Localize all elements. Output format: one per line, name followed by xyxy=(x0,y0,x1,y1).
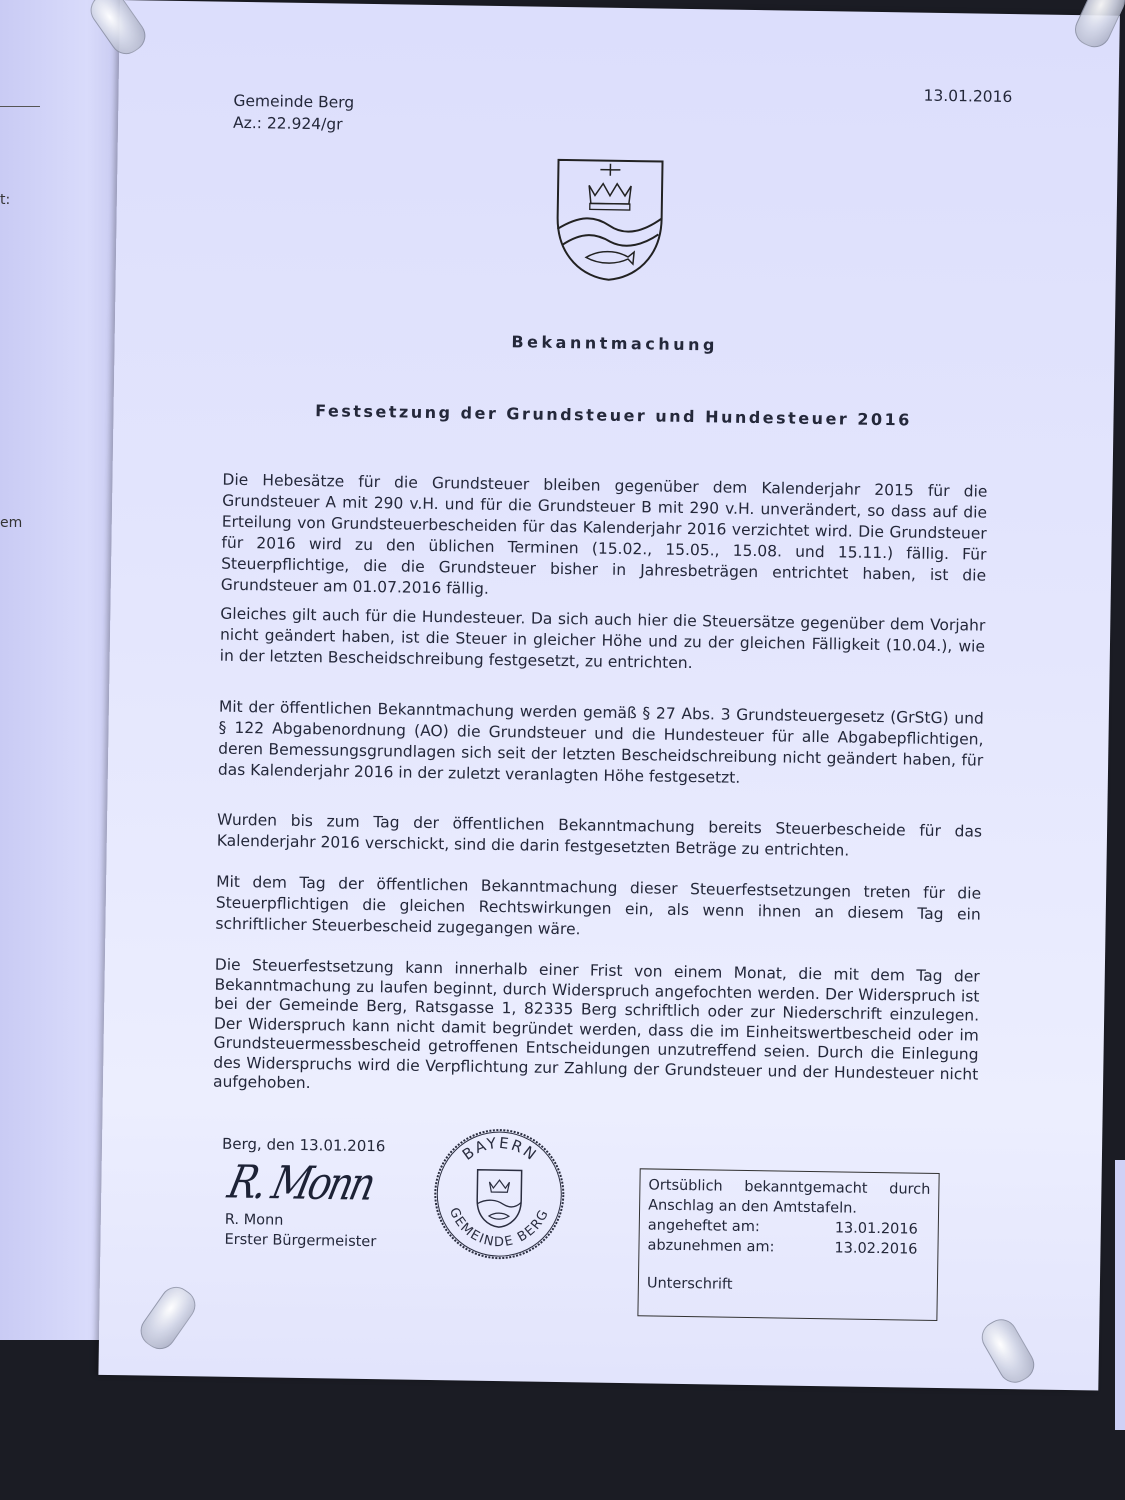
signatory-role: Erster Bürgermeister xyxy=(224,1231,377,1251)
handwritten-signature: R. Monn xyxy=(223,1155,378,1211)
signature-field-label: Unterschrift xyxy=(646,1275,733,1293)
remove-on-row xyxy=(647,1235,929,1259)
posting-record-box xyxy=(637,1168,939,1321)
seal-text-top: BAYERN xyxy=(458,1133,541,1165)
paragraph: Mit der öffentlichen Bekanntmachung werden gemäß § 27 Abs. 3 Grundsteuergesetz (GrStG) und § 122 Abgabenordnung (AO) die Grundsteuer und die Hundesteuer für alle Abgabepflichtigen, deren Bemessungsgrundlagen sich seit der letzten Bescheidschreibung nicht geändert haben, für das Kalenderjahr 2016 in der zuletzt veranlagten Höhe festgesetzt. xyxy=(217,697,984,787)
municipality-name: Gemeinde Berg xyxy=(233,91,355,112)
paragraph: Mit dem Tag der öffentlichen Bekanntmachung dieser Steuerfestsetzungen treten für die Steuerpflichtigen die gleichen Rechtswirkungen ein, als wenn ihnen an diesem Tag ein schriftlicher Steuerbescheid zugegangen wäre. xyxy=(215,872,982,939)
right-adjacent-sheet xyxy=(1115,1160,1125,1430)
signatory-name: R. Monn xyxy=(224,1211,284,1229)
notice-title: Bekanntmachung xyxy=(511,332,719,355)
remove-on-date: 13.02.2016 xyxy=(834,1240,918,1258)
header-date: 13.01.2016 xyxy=(923,86,1013,107)
posting-text: bekanntgemacht xyxy=(744,1178,868,1197)
paragraph: Wurden bis zum Tag der öffentlichen Bekanntmachung bereits Steuerbescheide für das Kalenderjahr 2016 verschickt, sind die darin festgesetzten Beträge zu entrichten. xyxy=(216,810,983,860)
svg-text:BAYERN xyxy=(459,1133,542,1165)
posted-on-date: 13.01.2016 xyxy=(834,1220,918,1238)
posting-text: Anschlag an den Amtstafeln. xyxy=(648,1197,858,1217)
seal-text-bottom: GEMEINDE BERG xyxy=(445,1205,553,1251)
paragraph: Gleiches gilt auch für die Hundesteuer. Da sich auch hier die Steuersätze gegenüber dem Vorjahr nicht geändert haben, ist die Steuer in gleicher Höhe und zu der gleichen Fälligkeit (10.04.), wie in der letzten Bescheidschreibung festgesetzt, zu entrichten. xyxy=(219,604,986,673)
posting-text: Ortsüblich xyxy=(648,1177,723,1195)
left-sheet-fragment: t: xyxy=(0,192,11,208)
left-sheet-fragment: em xyxy=(0,515,23,531)
reference-number: Az.: 22.924/gr xyxy=(232,113,343,134)
posted-on-label: angeheftet am: xyxy=(647,1217,760,1236)
posting-text: durch xyxy=(889,1181,931,1198)
official-seal-icon xyxy=(430,1125,568,1263)
left-sheet-rule xyxy=(0,106,40,107)
notice-sheet xyxy=(98,0,1119,1391)
remove-on-label: abzunehmen am: xyxy=(647,1237,775,1256)
paragraph: Die Hebesätze für die Grundsteuer bleiben gegenüber dem Kalenderjahr 2015 für die Grundsteuer A mit 290 v.H. und für die Grundsteuer B mit 290 v.H. unverändert, so dass auf die Erteilung von Grundsteuerbescheiden für das Kalenderjahr 2016 verzichtet wird. Die Grundsteuer für 2016 wird zu den üblichen Terminen (15.02., 15.05., 15.08. und 15.11.) fällig. Für Steuerpflichtige, die die Grundsteuer bisher in Jahresbeträgen entrichtet haben, ist die Grundsteuer am 01.07.2016 fällig. xyxy=(220,470,988,598)
paragraph: Die Steuerfestsetzung kann innerhalb einer Frist von einem Monat, die mit dem Tag der Bekanntmachung zu laufen beginnt, durch Widerspruch angefochten werden. Der Widerspruch ist bei der Gemeinde Berg, Ratsgasse 1, 82335 Berg schriftlich oder zur Niederschrift einzulegen. Der Widerspruch kann nicht damit begründet werden, dass die im Einheitswertbescheid oder im Grundsteuermessbescheid getroffenen Entscheidungen unzutreffend seien. Durch die Einlegung des Widerspruchs wird die Verpflichtung zur Zahlung der Grundsteuer und der Hundesteuer nicht aufgehoben. xyxy=(212,955,980,1093)
notice-subtitle: Festsetzung der Grundsteuer und Hundesteuer 2016 xyxy=(315,401,913,430)
signature-place-date: Berg, den 13.01.2016 xyxy=(221,1134,386,1156)
coat-of-arms-icon xyxy=(554,157,666,284)
